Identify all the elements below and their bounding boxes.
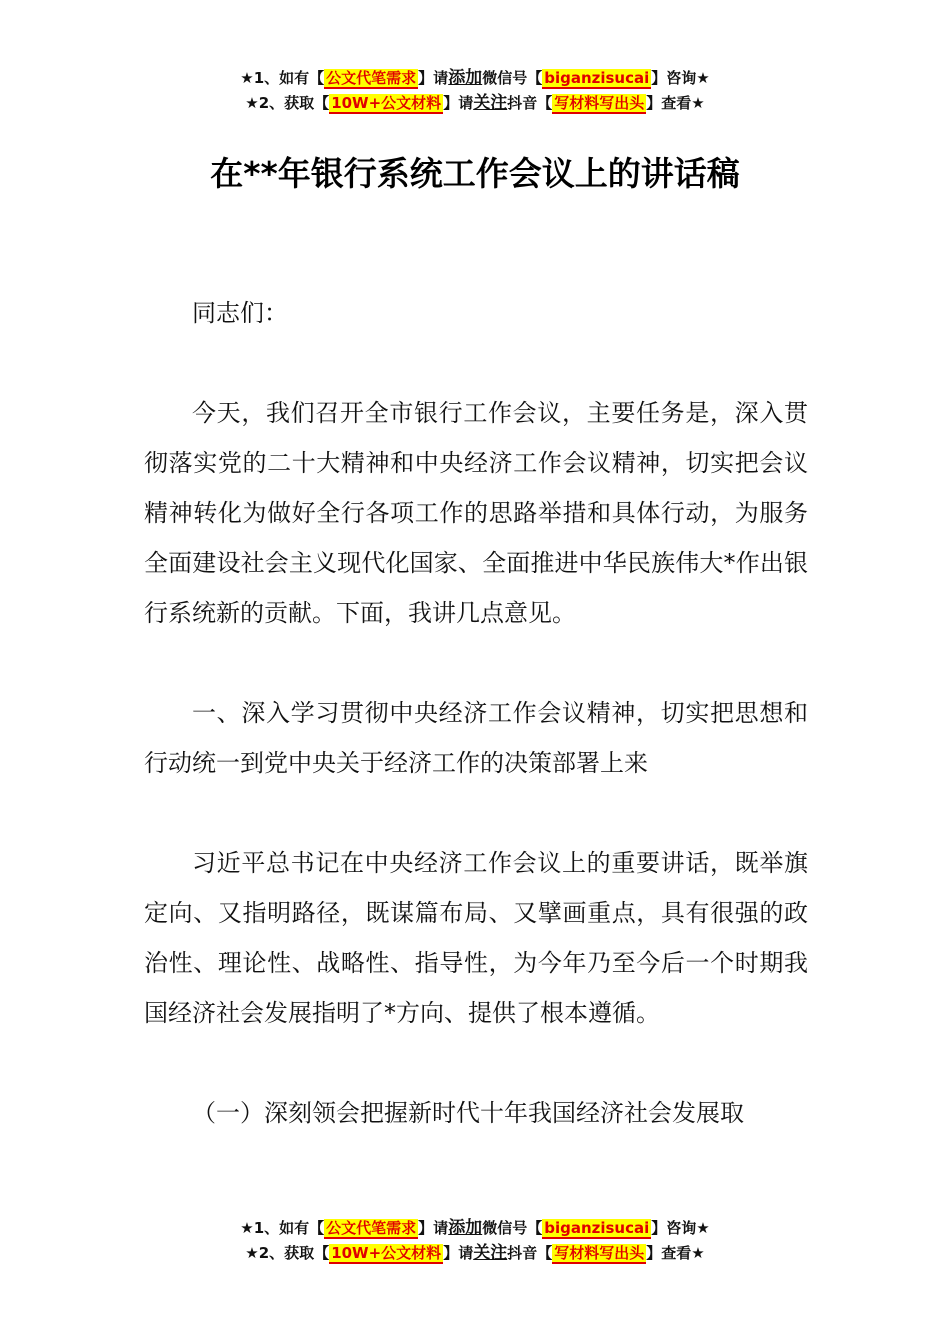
promo-emphasis: 关注 <box>473 93 508 113</box>
promo-emphasis: 关注 <box>473 1243 508 1263</box>
promo-text: ★1、如有【 <box>240 69 325 87</box>
douyin-id-highlight: 写材料写出头 <box>554 1244 645 1262</box>
promo-text: 】咨询★ <box>651 1219 710 1237</box>
promo-line-2 <box>0 1241 950 1266</box>
promo-text: 】请 <box>443 94 474 112</box>
promo-text: 抖音【 <box>507 1244 553 1262</box>
paragraph: 习近平总书记在中央经济工作会议上的重要讲话，既举旗定向、又指明路径，既谋篇布局、又擘画重点，具有很强的政治性、理论性、战略性、指导性，为今年乃至今后一个时期我国经济社会发展指明了*方向、提供了根本遵循。 <box>144 849 808 1027</box>
promo-text: 】查看★ <box>646 94 705 112</box>
promo-emphasis: 添加 <box>448 1218 483 1238</box>
promo-highlight: 公文代笔需求 <box>326 69 417 87</box>
promo-text: 抖音【 <box>507 94 553 112</box>
promo-line-1 <box>0 1216 950 1241</box>
promo-emphasis: 添加 <box>448 68 483 88</box>
promo-text: ★2、获取【 <box>245 94 330 112</box>
promo-text: 微信号【 <box>482 69 543 87</box>
promo-text: 】请 <box>418 1219 449 1237</box>
promo-line-2 <box>0 91 950 116</box>
section-heading: 一、深入学习贯彻中央经济工作会议精神，切实把思想和行动统一到党中央关于经济工作的决策部署上来 <box>144 699 808 777</box>
douyin-id-highlight: 写材料写出头 <box>554 94 645 112</box>
wechat-id-highlight: biganzisucai <box>544 69 650 87</box>
promo-line-1 <box>0 66 950 91</box>
promo-highlight: 10W+公文材料 <box>331 94 442 112</box>
header-promo-banner <box>0 66 950 116</box>
footer-promo-banner <box>0 1216 950 1266</box>
promo-text: 】请 <box>418 69 449 87</box>
promo-text: 微信号【 <box>482 1219 543 1237</box>
wechat-id-highlight: biganzisucai <box>544 1219 650 1237</box>
promo-highlight: 公文代笔需求 <box>326 1219 417 1237</box>
document-body <box>144 288 808 1188</box>
promo-highlight: 10W+公文材料 <box>331 1244 442 1262</box>
promo-text: 】咨询★ <box>651 69 710 87</box>
promo-text: ★2、获取【 <box>245 1244 330 1262</box>
promo-text: 】查看★ <box>646 1244 705 1262</box>
document-title: 在**年银行系统工作会议上的讲话稿 <box>210 154 740 193</box>
paragraph: 今天，我们召开全市银行工作会议，主要任务是，深入贯彻落实党的二十大精神和中央经济工作会议精神，切实把会议精神转化为做好全行各项工作的思路举措和具体行动，为服务全面建设社会主义现代化国家、全面推进中华民族伟大*作出银行系统新的贡献。下面，我讲几点意见。 <box>144 399 808 627</box>
subsection-heading: （一）深刻领会把握新时代十年我国经济社会发展取 <box>192 1099 744 1127</box>
promo-text: ★1、如有【 <box>240 1219 325 1237</box>
salutation: 同志们： <box>192 299 288 327</box>
promo-text: 】请 <box>443 1244 474 1262</box>
